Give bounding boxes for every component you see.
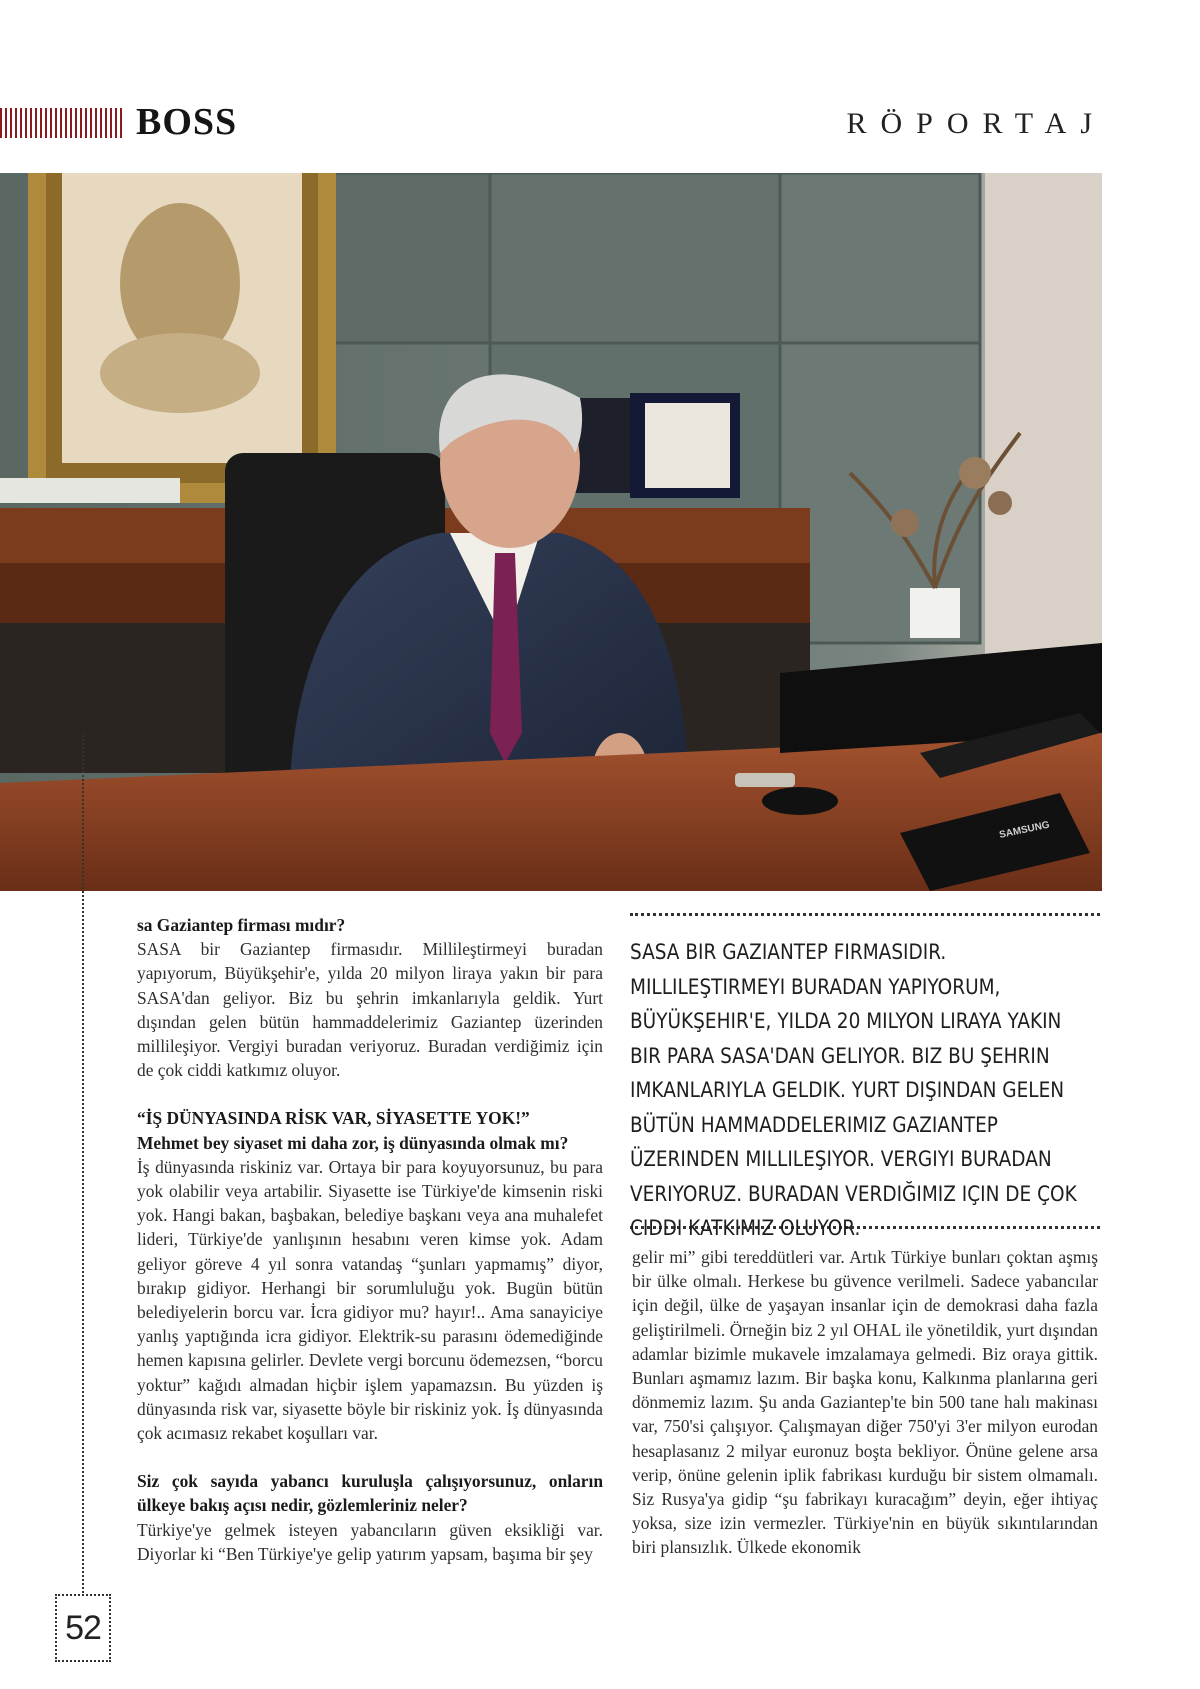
answer-3: Türkiye'ye gelmek isteyen yabancıların güven eksikliği var. Diyorlar ki “Ben Türkiye'ye gelip yatırım yapsam, başıma bir şey	[137, 1519, 603, 1564]
paragraph-gap	[137, 1445, 603, 1469]
header-stripes	[0, 108, 122, 138]
subheading: “İŞ DÜNYASINDA RİSK VAR, SİYASETTE YOK!”	[137, 1108, 530, 1129]
question-1-end: sa Gaziantep firması mıdır?	[137, 915, 346, 935]
answer-2: İş dünyasında riskiniz var. Ortaya bir para koyuyorsunuz, bu para yok olabilir veya artabilir. Siyasette ise Türkiye'de kimsenin riski yok. Hangi bakan, başbakan, belediye başkanı veya ana muhalefet lideri, Türkiye'de yanlışının hesabını veren kimse yok. Adam geliyor göreve 4 yıl sonra vatandaş “şunları yapmamış” diyor, bırakıp gidiyor. Herhangi bir sorumluluğu yok. Bugün bütün belediyelerin borcu var. İcra gidiyor mu? hayır!.. Ama sanayiciye yanlış yaptığında icra gidiyor. Elektrik-su parasını ödemediğinde hemen kapısına gelirler. Devlete vergi borcunu ödemezsen, “borcu yoktur” kağıdı almadan hiçbir işlem yapamazsın. Bu yüzden iş dünyasında risk var, siyasette böyle bir riskiniz yok. İş dünyasında çok acımasız rekabet koşulları var.	[137, 1156, 603, 1444]
right-column	[632, 1245, 1098, 1560]
answer-1: SASA bir Gaziantep firmasıdır. Millileştirmeyi buradan yapıyorum, Büyükşehir'e, yılda 20 milyon liraya yakın bir para SASA'dan geliyor. Biz bu şehrin imkanlarıyla geldik. Yurt dışından gelen bütün hammaddelerimiz Gaziantep üzerinden millileşiyor. Vergiyi buradan veriyoruz. Buradan verdiğimiz için de çok ciddi katkımız oluyor.	[137, 939, 603, 1081]
pull-quote: SASA BIR GAZIANTEP FIRMASIDIR. MILLILEŞTIRMEYI BURADAN YAPIYORUM, BÜYÜKŞEHIR'E, YILDA 20 MILYON LIRAYA YAKIN BIR PARA SASA'DAN GELIYOR. BIZ BU ŞEHRIN IMKANLARIYLA GELDIK. YURT DIŞINDAN GELEN BÜTÜN HAMMADDELERIMIZ GAZIANTEP ÜZERINDEN MILLILEŞIYOR. VERGIYI BURADAN VERIYORUZ. BURADAN VERDIĞIMIZ IÇIN DE ÇOK CIDDI KATKIMIZ OLUYOR.	[630, 940, 1077, 1241]
left-column	[137, 913, 603, 1566]
section-label: RÖPORTAJ	[846, 107, 1106, 140]
interview-photo	[0, 173, 1102, 891]
paragraph-gap	[137, 1082, 603, 1106]
office-scene-illustration	[0, 173, 1102, 891]
page-number-box	[55, 1594, 111, 1662]
pull-quote-box	[630, 913, 1100, 1241]
question-2: Mehmet bey siyaset mi daha zor, iş dünyasında olmak mı?	[137, 1132, 569, 1153]
question-3: Siz çok sayıda yabancı kuruluşla çalışıyorsunuz, onların ülkeye bakış açısı nedir, gözlemleriniz neler?	[137, 1471, 603, 1516]
phone-brand-label: SAMSUNG	[998, 819, 1051, 841]
margin-rule	[82, 735, 84, 1593]
magazine-logo: BOSS	[136, 101, 238, 143]
answer-3-continued: gelir mi” gibi tereddütleri var. Artık Türkiye bunları çoktan aşmış bir ülke olmalı. Herkese bu güvence verilmeli. Sadece yabancılar için değil, ülke de yaşayan insanlar için de demokrasi daha fazla geliştirilmeli. Örneğin biz 2 yıl OHAL ile yönetildik, yurt dışından adamlar bizimle mukavele imzalamaya gelmedi. Biz oraya gittik. Bunları aşmamız lazım. Bir başka konu, Kalkınma planlarına geri dönmemiz lazım. Şu anda Gaziantep'te bin 500 tane halı makinası var, 750'si çalışıyor. Çalışmayan diğer 750'yi 3'er milyon eurodan hesaplasanız 2 milyar euronuz boşta bekliyor. Önüne gelene arsa verip, önüne gelenin iplik fabrikası kurduğu bir sistem olmamalı. Siz Rusya'ya gidip “şu fabrikayı kuracağım” deyin, eğer ihtiyaç yoksa, size izin vermezler. Türkiye'nin en büyük sıkıntılarından biri plansızlık. Ülkede ekonomik	[632, 1247, 1098, 1558]
page-number: 52	[65, 1608, 101, 1647]
